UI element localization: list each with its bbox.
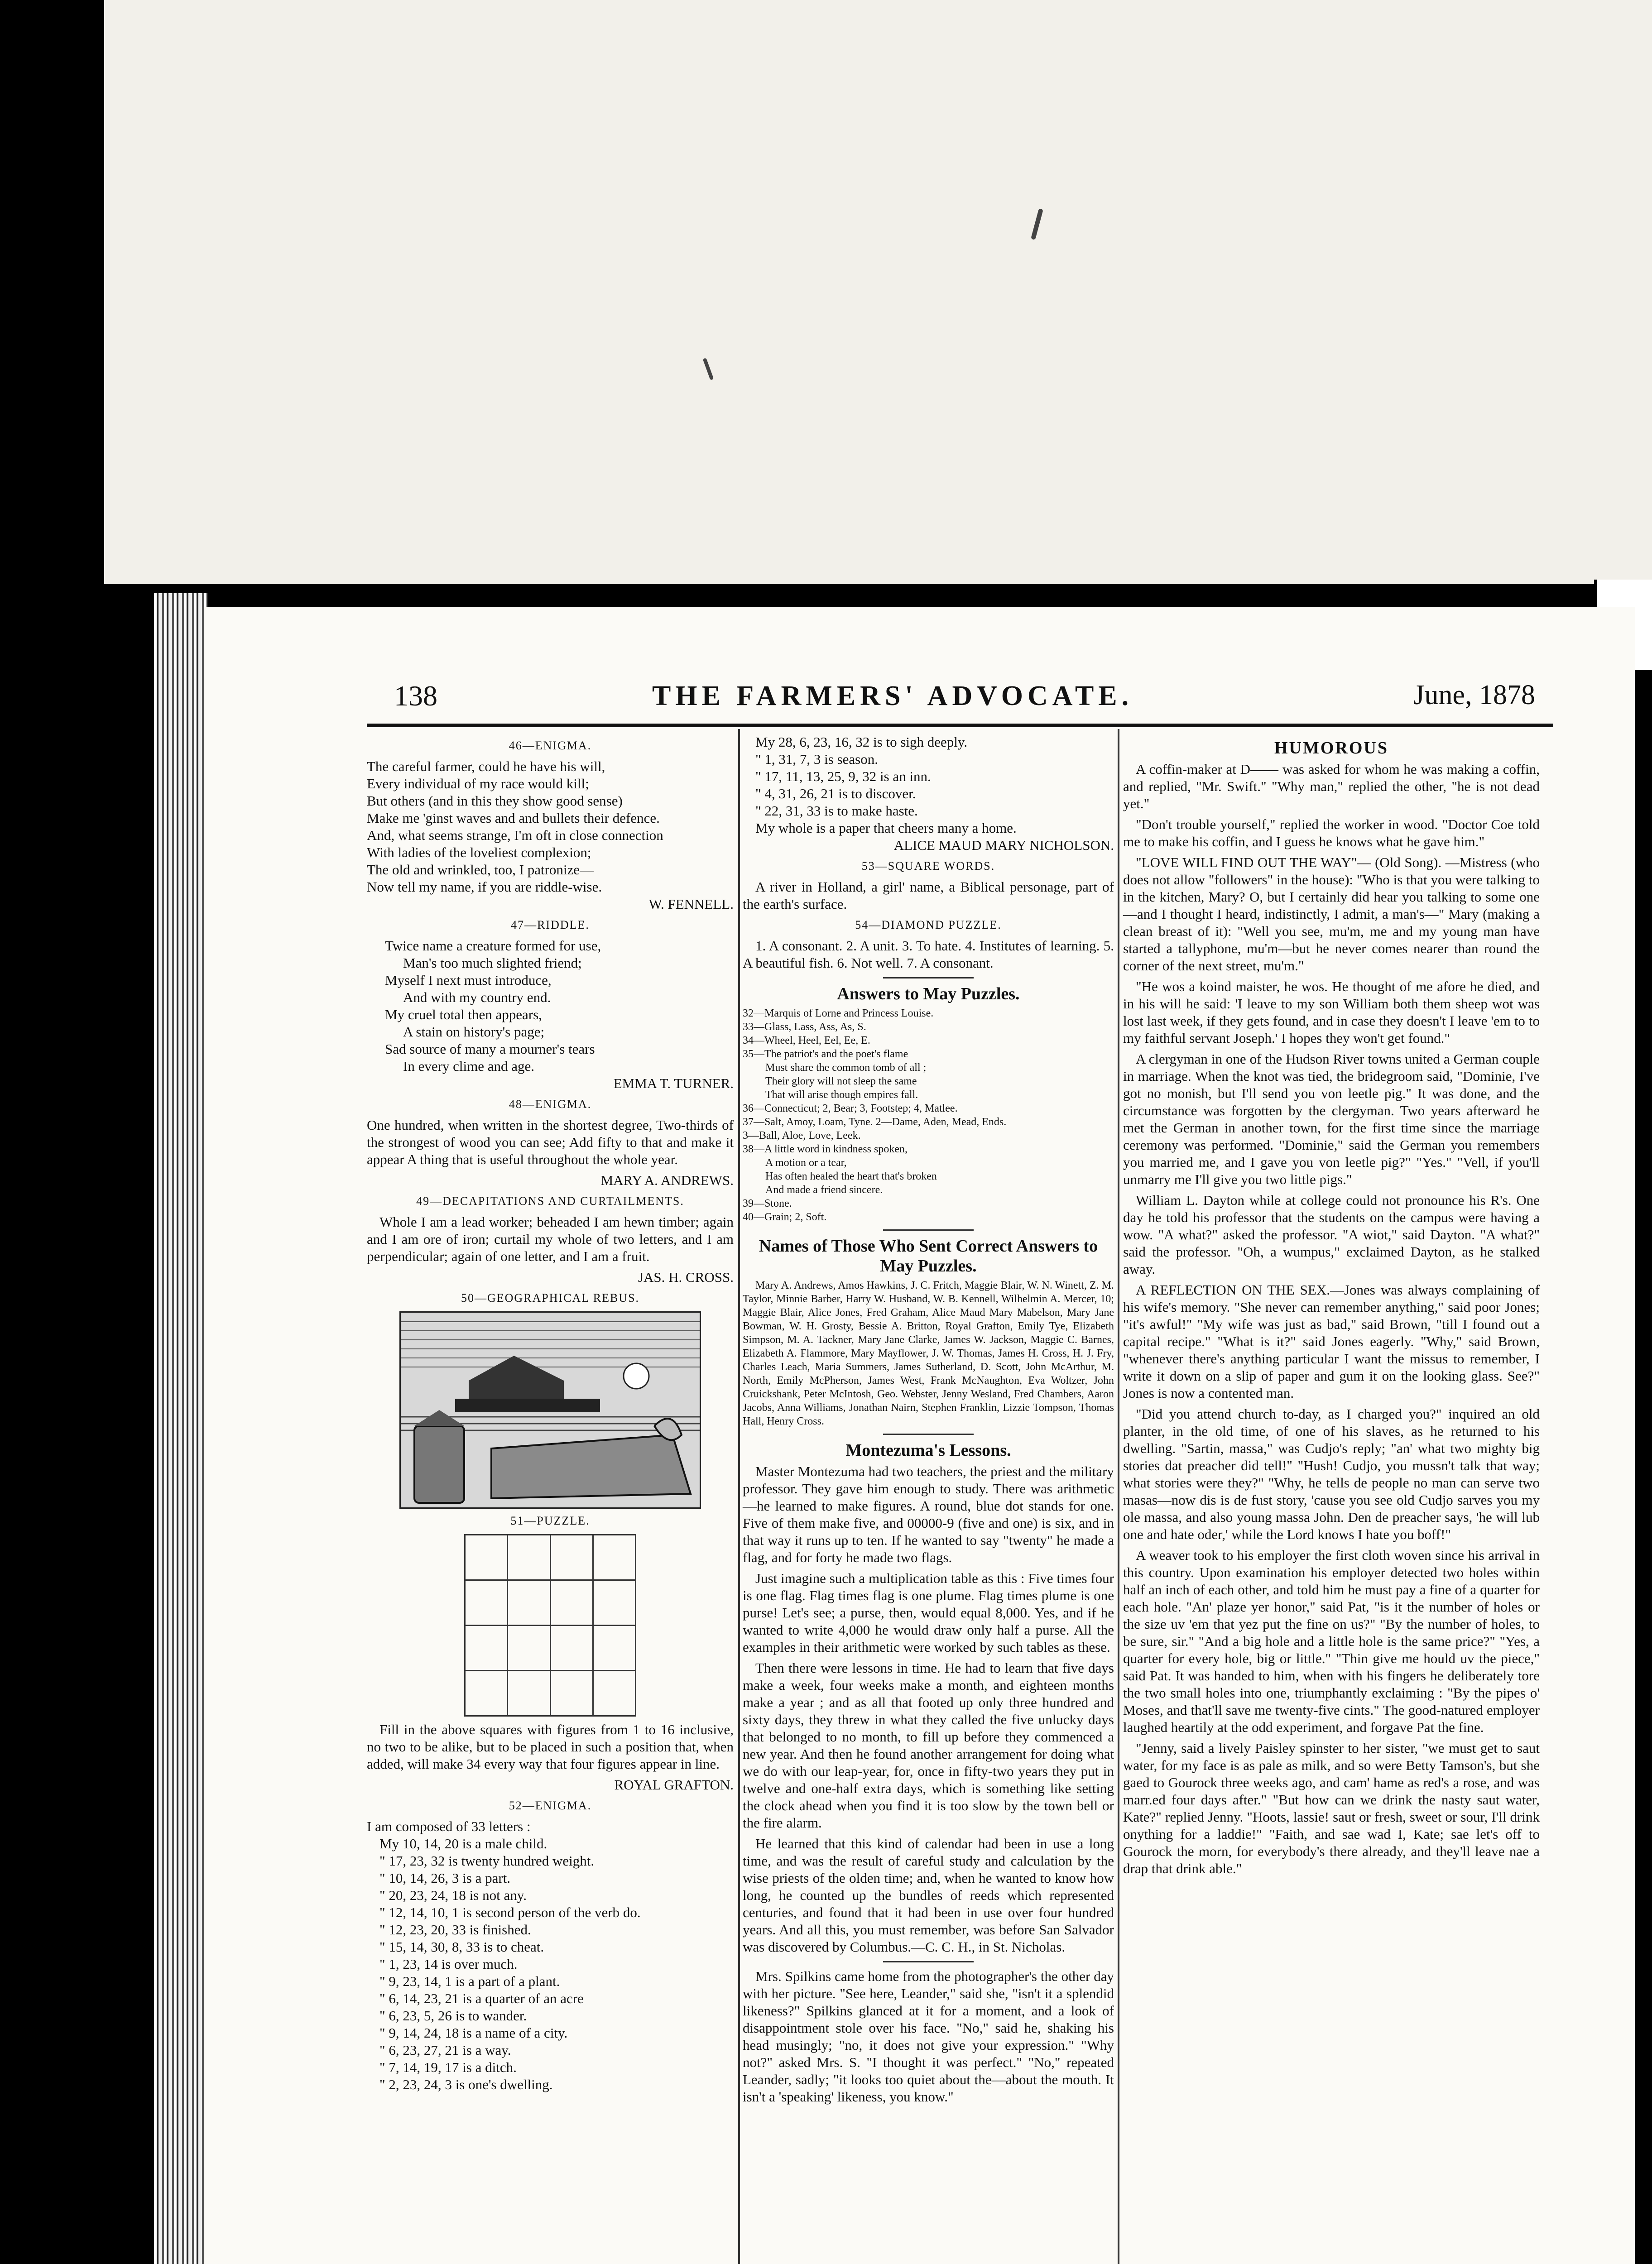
answer-line: 39—Stone.	[743, 1198, 792, 1209]
grid-cell	[593, 1671, 635, 1716]
answer-line: 34—Wheel, Heel, Eel, Ee, E.	[743, 1035, 870, 1046]
author: W. FENNELL.	[648, 896, 734, 912]
enigma-line: " 20, 23, 24, 18 is not any.	[379, 1887, 527, 1903]
anecdote: A clergyman in one of the Hudson River towns united a German couple in marriage. When the knot was tied, the bridegroom said, "Dominie, I've got no monish, but I'll send you von leetle pig." It was done, and the circumstance was forgotten by the clergyman. Two years afterward he met the German in another town, for the first time since the marriage ceremony was performed. "Dominie," said the German you remembers you married me, and I gave you von leetle pig?" "Yes." "Vell, if you'll unmarry me I'll give you two little pigs."	[1123, 1051, 1540, 1187]
grid-cell	[550, 1535, 593, 1580]
anecdote: William L. Dayton while at college could not pronounce his R's. One day he told his professor that the students on the campus were having a wow. "A what?" asked the professor. "A wiot," said Dayton. "A what?" said the professor. "Oh, a wumpus," exclaimed Dayton, as he stalked away.	[1123, 1192, 1540, 1277]
rebus-engraving	[399, 1311, 701, 1509]
anecdote: "Did you attend church to-day, as I charged you?" inquired an old planter, in the old time, of one of his slaves, as he returned to his dwelling. "Sartin, massa," was Cudjo's reply; "an' what two mighty big stories dat preacher did tell!" "Hush! Cudjo, you mussn't talk that way; what stories were they?" "Why, he tells de people no man can serve two masas—now dis is de fust story, 'cause you see old Cudjo sarves you my ole massa, and also young massa John. Den de preacher says, 'he will lub one and hate oder,' while the Lord knows I hate you boff!"	[1123, 1406, 1540, 1542]
enigma-line: " 15, 14, 30, 8, 33 is to cheat.	[379, 1939, 544, 1955]
grid-cell	[508, 1671, 550, 1716]
enigma-line: " 6, 23, 5, 26 is to wander.	[379, 2008, 527, 2024]
enigma-line: " 1, 23, 14 is over much.	[379, 1956, 518, 1972]
grid-cell	[593, 1626, 635, 1671]
poem-line: Every individual of my race would kill;	[367, 776, 589, 791]
anecdote: "He wos a koind maister, he wos. He thought of me afore he died, and in his will he said: 'I leave to my son William both them sheep wot was lost last week, if they gets found, and in case they doesn't I leave 'em to to my faithful servant Joseph.' I hopes they won't get found."	[1123, 979, 1540, 1046]
grid-cell	[550, 1671, 593, 1716]
poem-line: In every clime and age.	[403, 1058, 535, 1074]
puzzle-text: 1. A consonant. 2. A unit. 3. To hate. 4. Institutes of learning. 5. A beautiful fish. 6. Not well. 7. A consonant.	[743, 938, 1114, 971]
puzzle-heading: 51—PUZZLE.	[510, 1514, 590, 1527]
section-divider	[883, 977, 974, 979]
enigma-list-continued	[743, 734, 1114, 837]
enigma-intro: I am composed of 33 letters :	[367, 1818, 531, 1834]
issue-date: June, 1878	[1413, 680, 1535, 710]
enigma-line: My 10, 14, 20 is a male child.	[379, 1836, 547, 1851]
column-humorous	[1123, 734, 1540, 1881]
author: ROYAL GRAFTON.	[614, 1777, 734, 1793]
section-divider	[883, 1961, 974, 1962]
enigma-line: " 1, 31, 7, 3 is season.	[755, 751, 878, 767]
poem-line: Now tell my name, if you are riddle-wise.	[367, 879, 602, 895]
grid-cell	[550, 1626, 593, 1671]
grid-cell	[465, 1626, 508, 1671]
answer-line: A motion or a tear,	[765, 1157, 847, 1169]
answer-line: Their glory will not sleep the same	[765, 1075, 917, 1087]
enigma-list	[367, 1835, 734, 2093]
page-header	[394, 679, 1535, 720]
enigma-line: " 4, 31, 26, 21 is to discover.	[755, 786, 916, 801]
poem-line: A stain on history's page;	[403, 1024, 545, 1040]
enigma-line: My 28, 6, 23, 16, 32 is to sigh deeply.	[755, 734, 968, 750]
enigma-line: " 7, 14, 19, 17 is a ditch.	[379, 2059, 517, 2075]
puzzle-heading: 48—ENIGMA.	[509, 1098, 592, 1111]
enigma-line: " 9, 23, 14, 1 is a part of a plant.	[379, 1973, 560, 1989]
section-title: Answers to May Puzzles.	[837, 984, 1020, 1003]
grid-cell	[508, 1535, 550, 1580]
masthead-title: THE FARMERS' ADVOCATE.	[652, 681, 1133, 711]
puzzle-text: Fill in the above squares with figures from 1 to 16 inclusive, no two to be alike, but to be placed in such a position that, when added, will make 34 every way that four figures appear in line.	[367, 1722, 734, 1772]
section-title: Names of Those Who Sent Correct Answers to May Puzzles.	[759, 1237, 1098, 1276]
answer-line: That will arise though empires fall.	[765, 1089, 918, 1101]
grid-cell	[465, 1535, 508, 1580]
puzzle-text: One hundred, when written in the shortest degree, Two-thirds of the strongest of wood you can see; Add fifty to that and make it appear A thing that is useful throughout the whole year.	[367, 1117, 734, 1167]
puzzle-heading: 49—DECAPITATIONS AND CURTAILMENTS.	[416, 1194, 684, 1208]
puzzle-text: Whole I am a lead worker; beheaded I am hewn timber; again and I am ore of iron; curtail my whole of two letters, and I am perpendicular; again of one letter, and I am a fruit.	[367, 1214, 734, 1264]
book-spine	[154, 593, 208, 2264]
author: ALICE MAUD MARY NICHOLSON.	[893, 837, 1114, 853]
poem	[367, 758, 734, 896]
puzzle-heading: 54—DIAMOND PUZZLE.	[855, 918, 1002, 931]
enigma-line: " 22, 31, 33 is to make haste.	[755, 803, 918, 819]
puzzle-text: A river in Holland, a girl' name, a Biblical personage, part of the earth's surface.	[743, 879, 1114, 912]
poem-line: My cruel total then appears,	[385, 1007, 542, 1022]
poem-line: Man's too much slighted friend;	[403, 955, 582, 971]
anecdote: "Jenny, said a lively Paisley spinster to her sister, "we must get to saut water, for my face is as pale as milk, and so were Betty Tamson's, but she gaed to Gourock three weeks ago, and cam' hame as red's a rose, and was marr.ed four days after." "But how can we drink the nasty saut water, Kate?" replied Jenny. "Hoots, lassie! saut or fresh, sweet or sour, I'll drink onything for a laddie!" "Faith, and sae wad I, Kate; sae let's off to Gourock the morn, for everybody's there already, and they'll leave nae a drap that drink able."	[1123, 1740, 1540, 1876]
enigma-line: " 6, 23, 27, 21 is a way.	[379, 2042, 511, 2058]
grid-cell	[593, 1535, 635, 1580]
answer-line: 40—Grain; 2, Soft.	[743, 1211, 827, 1223]
poem-line: Myself I next must introduce,	[385, 972, 552, 988]
answer-line: Has often healed the heart that's broken	[765, 1170, 937, 1182]
anecdote: A coffin-maker at D—— was asked for whom he was making a coffin, and replied, "Mr. Swift." "Why man," replied the other, "he is not dead yet."	[1123, 761, 1540, 811]
article-paragraph: He learned that this kind of calendar had been in use a long time, and was the result of careful study and calculation by the wise priests of the olden time; and, when he wanted to know how long, he counted up the bundles of reeds which represented centuries, and found that it had been in use over four hundred years. And all this, you must remember, was before San Salvador was discovered by Columbus.—C. C. H., in St. Nicholas.	[743, 1836, 1114, 1955]
article-paragraph: Then there were lessons in time. He had to learn that five days make a week, four weeks make a month, and eighteen months make a year ; and as all that footed up only three hundred and sixty days, they threw in what they called the five unlucky days that belonged to no month, to fill up before they commenced a new year. And then he found another arrangement for doing what we do with our leap-year, for, once in fifty-two years they put in twelve and one-half extra days, which is something like setting the clock ahead when you find it is too slow by the town bell or the fire alarm.	[743, 1660, 1114, 1831]
poem-line: And with my country end.	[403, 989, 551, 1005]
enigma-line: " 6, 14, 23, 21 is a quarter of an acre	[379, 1991, 584, 2006]
grid-cell	[465, 1671, 508, 1716]
grid-cell	[508, 1626, 550, 1671]
anecdote: "Don't trouble yourself," replied the worker in wood. "Doctor Coe told me to make his coffin, and I guess he knows what he gave him."	[1123, 816, 1540, 849]
poem-line: The old and wrinkled, too, I patronize—	[367, 862, 594, 878]
poem-line: Twice name a creature formed for use,	[385, 938, 601, 954]
puzzle-heading: 50—GEOGRAPHICAL REBUS.	[461, 1291, 640, 1305]
puzzle-heading: 53—SQUARE WORDS.	[861, 859, 995, 873]
author: EMMA T. TURNER.	[613, 1075, 734, 1091]
answer-line: 36—Connecticut; 2, Bear; 3, Footstep; 4, Matlee.	[743, 1103, 958, 1114]
poem-line: The careful farmer, could he have his will,	[367, 758, 605, 774]
poem	[385, 937, 734, 1075]
magic-square-grid	[464, 1534, 636, 1717]
column-rule	[1118, 729, 1119, 2264]
grid-cell	[593, 1580, 635, 1626]
names-list: Mary A. Andrews, Amos Hawkins, J. C. Fritch, Maggie Blair, W. N. Winett, Z. M. Taylor, Minnie Barber, Harry W. Husband, W. B. Kennell, Wilhelmin A. Mercer, 10; Maggie Blair, Alice Jones, Fred Graham, Alice Maud Mary Mabelson, Mary Jane Bowman, W. H. Grosty, Bessie A. Britton, Royal Grafton, Emily Tye, Elizabeth Simpson, M. A. Tackner, Mary Jane Clarke, James W. Jackson, Maggie C. Barnes, Elizabeth A. Flammore, Mary Mayflower, J. W. Thomas, James H. Cross, H. J. Fry, Charles Leach, Maria Summers, James Sutherland, D. Scott, John McArthur, M. North, Emily McPherson, James West, Frank McNaughton, Eva Woltzer, John Cruickshank, Peter McIntosh, Geo. Webster, Jenny Wesland, Fred Chambers, Aaron Jacobs, Anna Williams, Jonathan Nairn, Stephen Franklin, Lizzie Tompson, Thomas Hall, Henry Cross.	[743, 1280, 1114, 1427]
grid-cell	[465, 1580, 508, 1626]
puzzle-heading: 52—ENIGMA.	[509, 1799, 592, 1812]
column-puzzles	[367, 734, 734, 2093]
poem-line: Make me 'ginst waves and and bullets their defence.	[367, 810, 660, 826]
poem-line: But others (and in this they show good sense)	[367, 793, 623, 809]
poem-line: Sad source of many a mourner's tears	[385, 1041, 595, 1057]
enigma-line: My whole is a paper that cheers many a home.	[755, 820, 1017, 836]
anecdote: A REFLECTION ON THE SEX.—Jones was always complaining of his wife's memory. "She never can remember anything," said poor Jones; "it's awful!" "My wife was just as bad," said Brown, "till I found out a capital recipe." "What is it?" said Jones eagerly. "Why," said Brown, "whenever there's anything particular I want the missus to remember, I write it down on a slip of paper and gum it on the looking glass. See?" Jones is now a contented man.	[1123, 1282, 1540, 1401]
pen-mark	[703, 358, 714, 380]
upper-blank-sheet	[104, 0, 1652, 584]
answer-line: 35—The patriot's and the poet's flame	[743, 1048, 908, 1060]
answer-line: 3—Ball, Aloe, Love, Leek.	[743, 1130, 861, 1142]
answer-line: And made a friend sincere.	[765, 1184, 883, 1196]
answer-line: 33—Glass, Lass, Ass, As, S.	[743, 1021, 866, 1033]
enigma-line: " 17, 11, 13, 25, 9, 32 is an inn.	[755, 768, 931, 784]
article-paragraph: Mrs. Spilkins came home from the photographer's the other day with her picture. "See here, Leander," said she, "isn't it a splendid likeness?" Spilkins glanced at it for a moment, and a look of disappointment stole over his face. "No," said he, shaking his head musingly; "no, it does not give your expression." "Why not?" asked Mrs. S. "I thought it was perfect." "No," repeated Leander, sadly; "it looks too quiet about the—about the mouth. It isn't a 'speaking' likeness, you know."	[743, 1968, 1114, 2105]
section-divider	[883, 1434, 974, 1435]
puzzle-heading: 46—ENIGMA.	[509, 739, 592, 752]
puzzle-heading: 47—RIDDLE.	[511, 918, 590, 931]
answer-line: 38—A little word in kindness spoken,	[743, 1143, 908, 1155]
anecdote: "LOVE WILL FIND OUT THE WAY"— (Old Song). —Mistress (who does not allow "followers" in the house): "Who is that you were talking to in the kitchen, Mary? O, but I certainly did hear you talking to some one—and I thought I heard, indistinctly, I admit, a man's—" Mary (making a clean breast of it): "Well you see, mu'm, me and my young man have started a tallyphone, mu'm—but he never comes nearer than round the corner of the next street, mu'm."	[1123, 854, 1540, 974]
enigma-line: " 12, 23, 20, 33 is finished.	[379, 1922, 531, 1938]
enigma-line: " 10, 14, 26, 3 is a part.	[379, 1870, 511, 1886]
article-paragraph: Just imagine such a multiplication table as this : Five times four is one flag. Flag times flag is one plume. Flag times plume is one purse! Let's see; a purse, then, would equal 8,000. Yes, and if he wanted to write 4,000 he would draw only half a purse. All the examples in their arithmetic were worked by such tables as these.	[743, 1570, 1114, 1655]
grid-cell	[508, 1580, 550, 1626]
answers-list	[743, 1007, 1114, 1224]
enigma-line: " 12, 14, 10, 1 is second person of the verb do.	[379, 1904, 641, 1920]
answer-line: Must share the common tomb of all ;	[765, 1062, 927, 1074]
page-number: 138	[394, 680, 437, 712]
header-rule	[367, 724, 1553, 727]
enigma-line: " 2, 23, 24, 3 is one's dwelling.	[379, 2077, 553, 2092]
article-paragraph: Master Montezuma had two teachers, the priest and the military professor. They gave him enough to study. There was arithmetic—he learned to make figures. A round, blue dot stands for one. Five of them make five, and 00000-9 (five and one) is six, and in that way it runs up to ten. If he wanted to say "twenty" he made a flag, and for forty he made two flags.	[743, 1463, 1114, 1565]
anecdote: A weaver took to his employer the first cloth woven since his arrival in this country. Upon examination his employer detected two holes within half an inch of each other, and told him he must pay a fine of a quarter for each hole. "An' plaze yer honor," said Pat, "is it the number of holes or the size uv 'em that yez put the fine on us?" "By the number of holes, to be sure, sir." "And a big hole and a little hole is the same price?" "Yes, a quarter for every hole, big or little." "Thin give me hould uv the piece," said Pat. It was handed to him, when with his fingers he deliberately tore the two small holes into one, triumphantly exclaiming : "By the pipes o' Moses, and that'll save me twenty-five cints." The good-natured employer laughed heartily at the odd experiment, and forgave Pat the fine.	[1123, 1547, 1540, 1735]
rebus-illustration	[401, 1313, 700, 1507]
author: JAS. H. CROSS.	[638, 1269, 734, 1285]
author: MARY A. ANDREWS.	[600, 1172, 734, 1188]
section-divider	[883, 1229, 974, 1231]
section-title: HUMOROUS	[1274, 739, 1388, 758]
column-answers	[743, 734, 1114, 2109]
poem-line: And, what seems strange, I'm oft in close connection	[367, 827, 663, 843]
enigma-line: " 9, 14, 24, 18 is a name of a city.	[379, 2025, 568, 2041]
answer-line: 37—Salt, Amoy, Loam, Tyne. 2—Dame, Aden, Mead, Ends.	[743, 1116, 1007, 1128]
section-title: Montezuma's Lessons.	[845, 1441, 1011, 1460]
enigma-line: " 17, 23, 32 is twenty hundred weight.	[379, 1853, 595, 1869]
column-rule	[738, 729, 740, 2264]
pen-mark	[1031, 208, 1043, 240]
grid-cell	[550, 1580, 593, 1626]
poem-line: With ladies of the loveliest complexion;	[367, 844, 591, 860]
answer-line: 32—Marquis of Lorne and Princess Louise.	[743, 1007, 934, 1019]
